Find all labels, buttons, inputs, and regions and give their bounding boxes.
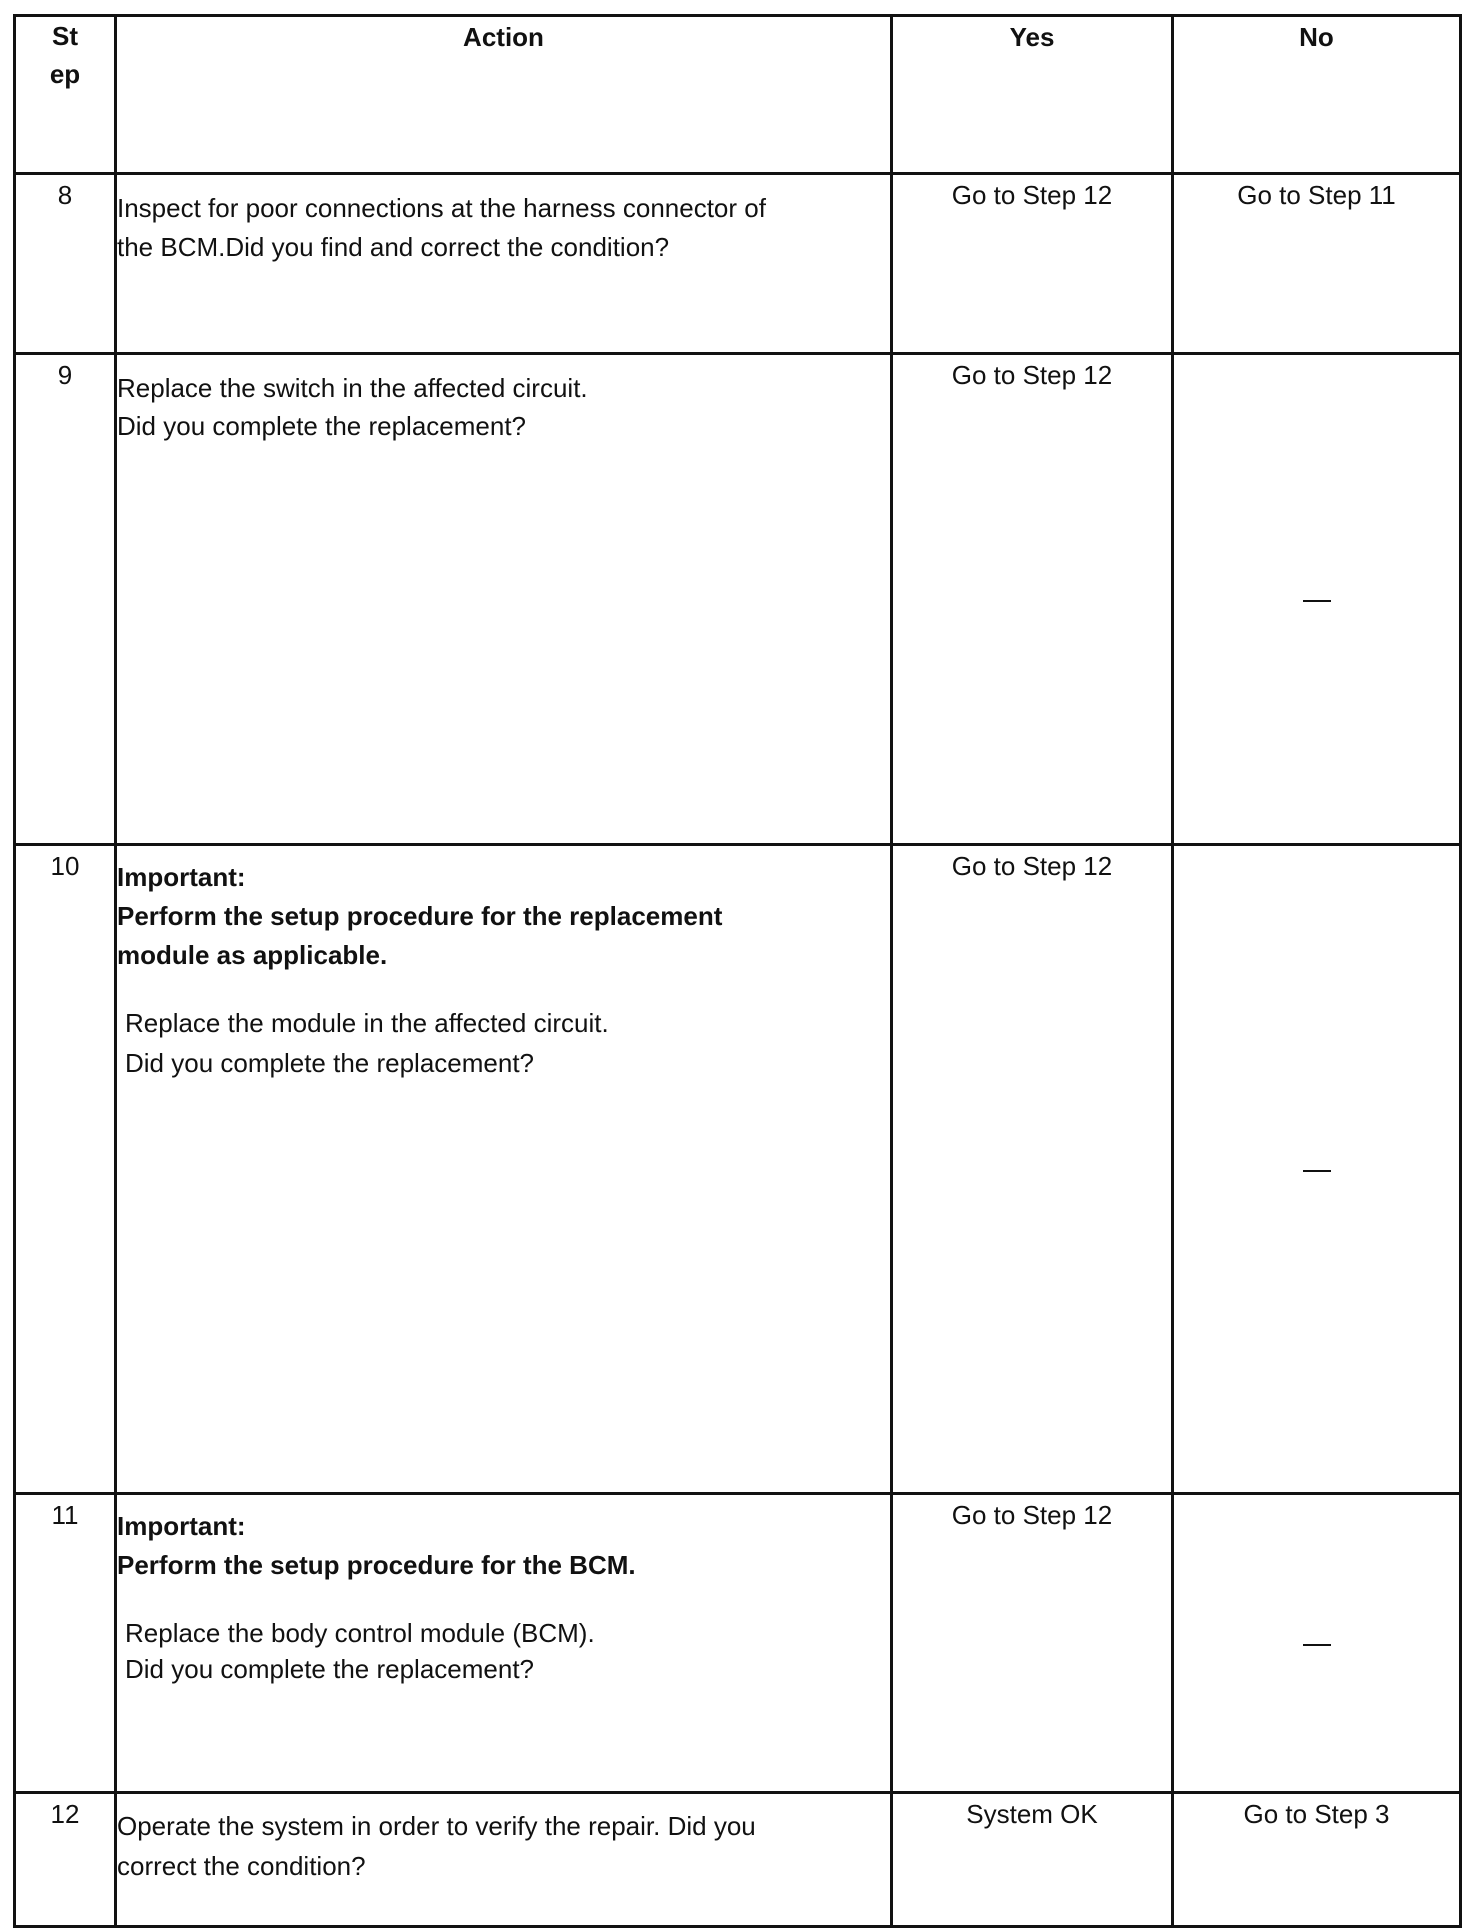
step-number: 10 — [15, 845, 116, 1494]
action-text: correct the condition? — [117, 1851, 366, 1881]
action-text: Operate the system in order to verify the repair. Did you — [117, 1811, 756, 1841]
table-row — [15, 174, 1461, 354]
diagnostic-steps-table — [13, 14, 1462, 1928]
step-number: 8 — [15, 174, 116, 354]
header-step-line1: St — [52, 21, 78, 51]
action-text: Replace the module in the affected circuit. — [125, 1008, 609, 1038]
header-no: No — [1173, 16, 1461, 174]
yes-result: Go to Step 12 — [892, 1494, 1173, 1793]
yes-result: Go to Step 12 — [892, 845, 1173, 1494]
header-row — [15, 16, 1461, 174]
no-result: Go to Step 11 — [1173, 174, 1461, 354]
action-text: Inspect for poor connections at the harness connector of — [117, 193, 766, 223]
step-number: 12 — [15, 1793, 116, 1927]
action-text: Did you complete the replacement? — [125, 1048, 535, 1078]
table-row — [15, 1494, 1461, 1793]
action-cell — [116, 174, 892, 354]
no-result — [1173, 845, 1461, 1494]
no-result: Go to Step 3 — [1173, 1793, 1461, 1927]
important-text: module as applicable. — [117, 940, 388, 970]
step-number: 9 — [15, 354, 116, 845]
header-step — [15, 16, 116, 174]
important-text: Perform the setup procedure for the replacement — [117, 901, 723, 931]
important-label: Important: — [117, 862, 246, 892]
table-row — [15, 845, 1461, 1494]
dash-mark — [1303, 1644, 1331, 1646]
no-result — [1173, 1494, 1461, 1793]
action-cell — [116, 1494, 892, 1793]
action-text: Did you complete the replacement? — [117, 411, 527, 441]
no-result — [1173, 354, 1461, 845]
yes-result: System OK — [892, 1793, 1173, 1927]
action-text: the BCM.Did you find and correct the condition? — [117, 232, 670, 262]
header-step-line2: ep — [49, 59, 81, 89]
important-label: Important: — [117, 1511, 246, 1541]
action-cell — [116, 845, 892, 1494]
header-yes: Yes — [892, 16, 1173, 174]
action-text: Replace the switch in the affected circuit. — [117, 373, 588, 403]
table-row — [15, 354, 1461, 845]
action-text: Did you complete the replacement? — [125, 1654, 535, 1684]
header-action: Action — [116, 16, 892, 174]
yes-result: Go to Step 12 — [892, 174, 1173, 354]
table-row — [15, 1793, 1461, 1927]
dash-mark — [1303, 600, 1331, 602]
action-cell — [116, 1793, 892, 1927]
important-text: Perform the setup procedure for the BCM. — [117, 1550, 636, 1580]
action-text: Replace the body control module (BCM). — [125, 1618, 595, 1648]
action-cell — [116, 354, 892, 845]
step-number: 11 — [15, 1494, 116, 1793]
dash-mark — [1303, 1170, 1331, 1172]
yes-result: Go to Step 12 — [892, 354, 1173, 845]
